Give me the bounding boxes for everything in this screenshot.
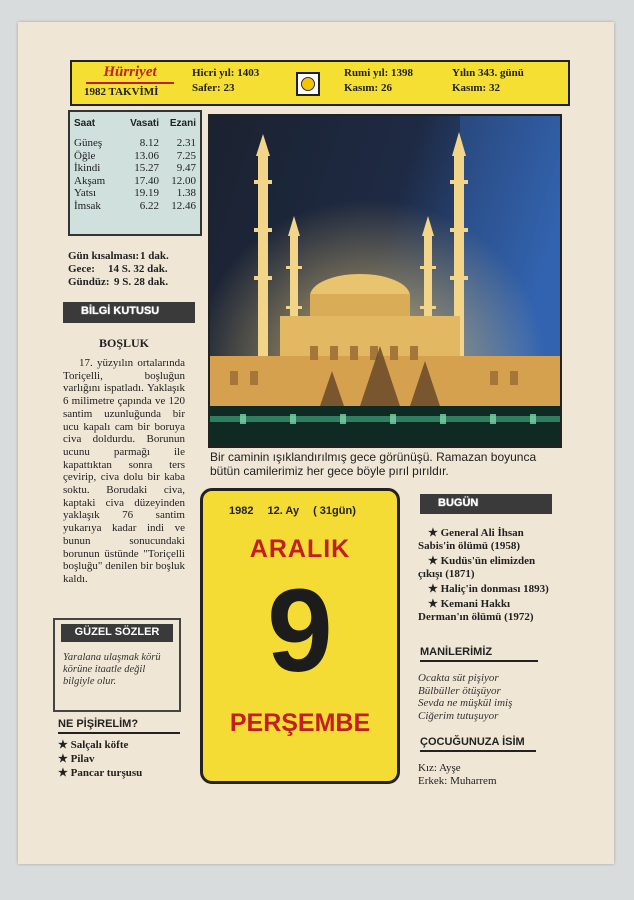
calendar-page bbox=[18, 22, 614, 864]
gun-kisalmasi: 1 dak. bbox=[140, 250, 169, 262]
table-row: Yatsı 19.19 1.38 bbox=[74, 187, 196, 199]
quote-text: Yaralana ulaşmak körü körüne itaatle değil bilgiyle olur. bbox=[63, 652, 161, 687]
list-item: ★ Pancar turşusu bbox=[58, 766, 198, 780]
list-item: ★ Kemani Hakkı Derman'ın ölümü (1972) bbox=[418, 598, 560, 624]
sun-icon bbox=[296, 72, 320, 96]
guzel-sozler-header: GÜZEL SÖZLER bbox=[61, 624, 173, 642]
photo-caption: Bir caminin ışıklandırılmış gece görünüşü. Ramazan boyunca bütün camilerimiz her gece böyle pırıl pırıldır. bbox=[210, 450, 537, 478]
manilerimiz-header: MANİLERİMİZ bbox=[420, 646, 538, 662]
list-item: ★ Kudüs'ün elimizden çıkışı (1871) bbox=[418, 555, 560, 581]
day-length-info: Gün kısalması: 1 dak. Gece: 14 S. 32 dak. Gündüz: 9 S. 28 dak. bbox=[68, 250, 169, 288]
col-header: Ezani bbox=[169, 118, 196, 129]
cocuk-isim-header: ÇOCUĞUNUZA İSİM bbox=[420, 736, 536, 752]
col-header: Vasati bbox=[130, 118, 160, 129]
year-day: Yılın 343. günü bbox=[452, 67, 524, 79]
brand-logo: Hürriyet bbox=[103, 64, 157, 80]
table-row: Öğle 13.06 7.25 bbox=[74, 149, 196, 162]
name-suggestions bbox=[418, 762, 558, 788]
list-item: ★ Salçalı köfte bbox=[58, 738, 198, 752]
day-number: 9 bbox=[267, 565, 333, 697]
article-body: 17. yüzyılın ortalarında Toriçelli, boşluğun varlığını ispatladı. Yaklaşık 6 milimetre çapında ve 120 santim uzunluğunda bir ucu kapalı cam bir boruya civa doldurdu. Borunun ucunu parmağı ile kapattıktan sonra ters çevirip, civa dolu bir kaba soktu. Borudaki civa, kaptaki civa düzeyinden yaklaşık 76 santim yukarıya kadar indi ve bunun sonucundaki borunun üstünde "Toriçelli boşluğu" denilen bir boşluk kaldı. bbox=[63, 357, 185, 585]
list-item: ★ General Ali İhsan Sabis'in ölümü (1958) bbox=[418, 527, 560, 553]
gunduz-length: 9 S. 28 dak. bbox=[114, 276, 169, 288]
table-row: İmsak 6.22 12.46 bbox=[74, 199, 196, 212]
calendar-year: 1982 bbox=[229, 505, 254, 517]
table-row: Akşam 17.40 12.00 bbox=[74, 174, 196, 187]
bugun-header: BUGÜN bbox=[420, 494, 552, 514]
rumi-year: Rumi yıl: 1398 bbox=[344, 67, 414, 79]
brand-underline bbox=[86, 82, 174, 84]
menu-list bbox=[58, 738, 198, 780]
hicri-year: Hicri yıl: 1403 bbox=[192, 67, 260, 79]
boy-name: Erkek: Muharrem bbox=[418, 775, 497, 787]
list-item: ★ Pilav bbox=[58, 752, 198, 766]
table-row: İkindi 15.27 9.47 bbox=[74, 162, 196, 174]
table-row: Güneş 8.12 2.31 bbox=[74, 137, 196, 149]
girl-name: Kız: Ayşe bbox=[418, 762, 461, 774]
prayer-times-table bbox=[68, 110, 202, 236]
article-title: BOŞLUK bbox=[98, 336, 149, 350]
header-bar bbox=[70, 60, 570, 106]
bugun-list bbox=[418, 527, 560, 626]
weekday-name: PERŞEMBE bbox=[229, 709, 371, 737]
safer-day: Safer: 23 bbox=[192, 82, 235, 94]
day-calendar-card bbox=[200, 488, 400, 784]
calendar-month-no: 12. Ay bbox=[267, 505, 300, 517]
gece-length: 14 S. 32 dak. bbox=[108, 263, 168, 275]
kasim-day: Kasım: 32 bbox=[452, 82, 500, 94]
col-header: Saat bbox=[74, 118, 96, 129]
header-subtitle: 1982 TAKVİMİ bbox=[84, 86, 159, 98]
calendar-days: ( 31gün) bbox=[313, 505, 356, 517]
guzel-sozler-box bbox=[53, 618, 181, 712]
mosque-photo bbox=[208, 114, 562, 448]
mani-poem: Ocakta süt pişiyor Bülbüller ötüşüyor Sevda ne müşkül imiş Ciğerim tutuşuyor bbox=[418, 672, 513, 722]
bilgi-kutusu-header: BİLGİ KUTUSU bbox=[63, 302, 195, 323]
month-name: ARALIK bbox=[249, 535, 351, 563]
ne-pisirelim-header: NE PİŞİRELİM? bbox=[58, 718, 180, 734]
list-item: ★ Haliç'in donması 1893) bbox=[418, 583, 560, 596]
kasim-rumi: Kasım: 26 bbox=[344, 82, 392, 94]
